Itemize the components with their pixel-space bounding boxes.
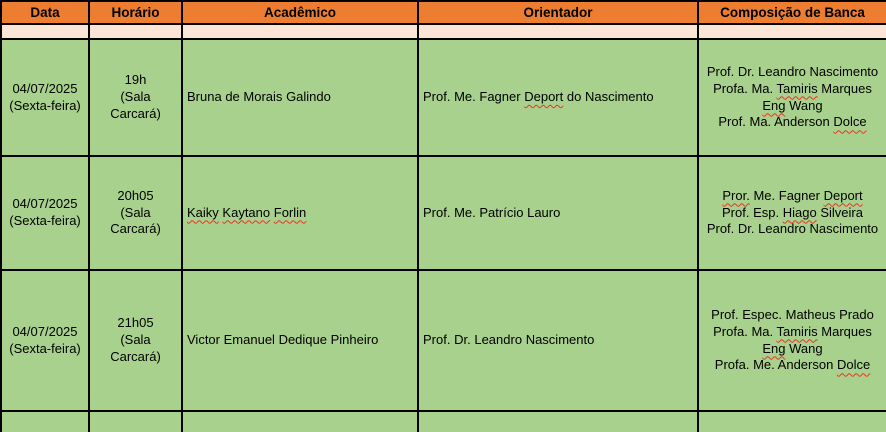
cell-composicao-banca[interactable]: Prof. Espec. Matheus Prado Profa. Ma. Tamiris Marques Eng Wang Profa. Me. Anderson Dolce [698,270,886,411]
cell-orientador-empty[interactable] [418,24,698,39]
cell-data[interactable]: 04/07/2025 (Sexta-feira) [1,39,89,156]
cell-orientador[interactable]: Prof. Me. Patrício Lauro [418,156,698,270]
table-header-row [1,1,886,24]
misspelled-word: Tamiris [776,323,818,339]
misspelled-word: Pror. [722,187,750,203]
cell-horario-partial[interactable] [89,411,182,432]
cell-orientador[interactable]: Prof. Me. Fagner Deport do Nascimento [418,39,698,156]
cell-orientador[interactable]: Prof. Dr. Leandro Nascimento [418,270,698,411]
cell-composicao-banca[interactable]: Pror. Me. Fagner Deport Prof. Esp. Hiago Silveira Prof. Dr. Leandro Nascimento [698,156,886,270]
cell-orientador-partial[interactable] [418,411,698,432]
cell-academico[interactable]: Victor Emanuel Dedique Pinheiro [182,270,418,411]
partial-row [1,411,886,432]
blank-row [1,24,886,39]
cell-data[interactable]: 04/07/2025 (Sexta-feira) [1,156,89,270]
cell-academico[interactable]: Bruna de Morais Galindo [182,39,418,156]
schedule-row [1,39,886,156]
cell-academico[interactable] [182,156,418,270]
column-header-academico[interactable]: Acadêmico [182,1,418,24]
cell-horario-empty[interactable] [89,24,182,39]
misspelled-word: Eng [762,97,786,113]
misspelled-word: Hiago [782,204,817,220]
cell-academico-empty[interactable] [182,24,418,39]
misspelled-word: Dolce [836,357,871,373]
misspelled-word: Forlin [273,204,307,220]
cell-composicao-banca[interactable]: Prof. Dr. Leandro Nascimento Profa. Ma. Tamiris Marques Eng Wang Prof. Ma. Anderson Dolce [698,39,886,156]
misspelled-word: Kaytano [222,204,271,220]
schedule-row [1,156,886,270]
misspelled-word: Kaiky [187,204,219,220]
cell-composicao-banca-empty[interactable] [698,24,886,39]
column-header-orientador[interactable]: Orientador [418,1,698,24]
misspelled-word: Eng [762,340,786,356]
cell-data-partial[interactable] [1,411,89,432]
misspelled-word: Deport [823,187,863,203]
cell-data-empty[interactable] [1,24,89,39]
cell-composicao-banca-partial[interactable] [698,411,886,432]
column-header-horario[interactable]: Horário [89,1,182,24]
misspelled-word: Deport [524,89,564,105]
column-header-composicao-banca[interactable]: Composição de Banca [698,1,886,24]
misspelled-word: Tamiris [776,80,818,96]
column-header-data[interactable]: Data [1,1,89,24]
cell-data[interactable]: 04/07/2025 (Sexta-feira) [1,270,89,411]
cell-horario[interactable]: 20h05 (Sala Carcará) [89,156,182,270]
cell-horario[interactable]: 19h (Sala Carcará) [89,39,182,156]
misspelled-word: Dolce [833,114,867,130]
cell-academico-partial[interactable] [182,411,418,432]
schedule-row [1,270,886,411]
cell-horario[interactable]: 21h05 (Sala Carcará) [89,270,182,411]
